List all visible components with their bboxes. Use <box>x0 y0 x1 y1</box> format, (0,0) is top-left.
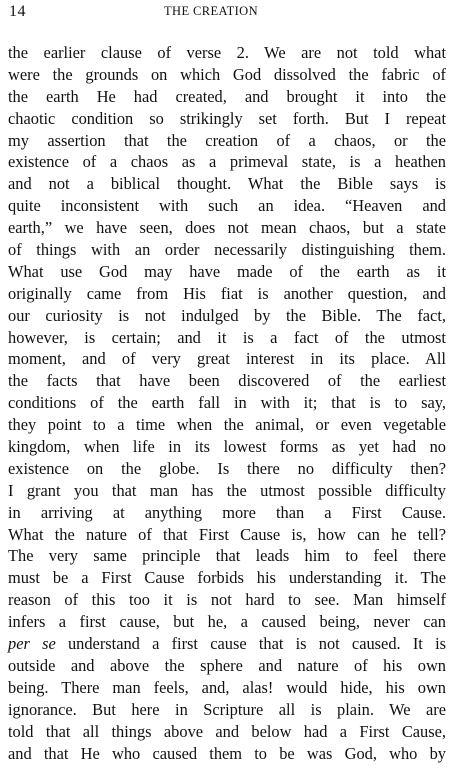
text-line: outside and above the sphere and nature of his own <box>8 655 446 675</box>
text-line: the earth He had created, and brought it into the <box>8 86 446 106</box>
text-line: told that all things above and below had a First Cause, <box>8 721 446 741</box>
text-line: earth,” we have seen, does not mean chaos, but a state <box>8 218 446 238</box>
page-number: 14 <box>9 3 26 20</box>
text-line: I grant you that man has the utmost possible difficulty <box>8 480 446 500</box>
text-line: the facts that have been discovered of the earliest <box>8 371 446 391</box>
text-line: and that He who caused them to be was God, who by <box>8 743 446 763</box>
text-line: of things with an order necessarily distinguishing them. <box>8 240 446 260</box>
italic-phrase: per se <box>8 634 56 654</box>
text-line: chaotic condition so strikingly set forth. But I repeat <box>8 108 446 128</box>
line-remainder: understand a first cause that is not caused. It is <box>55 634 447 654</box>
text-line-with-italic <box>8 633 446 655</box>
running-title: THE CREATION <box>164 4 259 18</box>
text-line: existence of a chaos as a primeval state, is a heathen <box>8 152 446 172</box>
text-line: What the nature of that First Cause is, how can he tell? <box>8 524 446 544</box>
text-line: moment, and of very great interest in its place. All <box>8 349 446 369</box>
text-line: were the grounds on which God dissolved the fabric of <box>8 64 446 84</box>
text-line: quite inconsistent with such an idea. “Heaven and <box>8 196 446 216</box>
text-line: and not a biblical thought. What the Bible says is <box>8 174 446 194</box>
text-line: reason of this too it is not hard to see. Man himself <box>8 590 446 610</box>
body-text <box>8 42 446 764</box>
text-line: existence on the globe. Is there no difficulty then? <box>8 458 446 478</box>
text-line: must be a First Cause forbids his understanding it. The <box>8 568 446 588</box>
text-line: our curiosity is not indulged by the Bible. The fact, <box>8 305 446 325</box>
text-line: being. There man feels, and, alas! would hide, his own <box>8 677 446 697</box>
text-line: infers a first cause, but he, a caused being, never can <box>8 612 446 632</box>
running-head <box>0 3 456 23</box>
text-line: the earlier clause of verse 2. We are not told what <box>8 43 446 62</box>
text-line: The very same principle that leads him to feel there <box>8 546 446 566</box>
text-line: conditions of the earth fall in with it; that is to say, <box>8 393 446 413</box>
text-line: originally came from His fiat is another question, and <box>8 283 446 303</box>
text-line: however, is certain; and it is a fact of the utmost <box>8 327 446 347</box>
text-line: in arriving at anything more than a First Cause. <box>8 502 446 522</box>
text-line: ignorance. But here in Scripture all is plain. We are <box>8 699 446 719</box>
text-line: kingdom, when life in its lowest forms as yet had no <box>8 437 446 457</box>
text-line: my assertion that the creation of a chaos, or the <box>8 130 446 150</box>
text-line: they point to a time when the animal, or even vegetable <box>8 415 446 435</box>
text-line: What use God may have made of the earth as it <box>8 261 446 281</box>
